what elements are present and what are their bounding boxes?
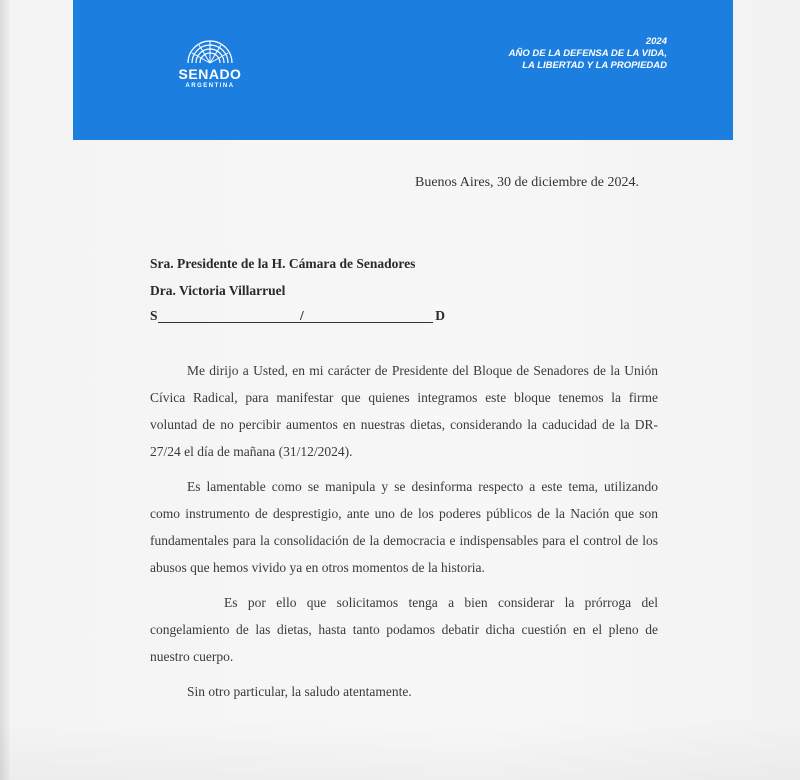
su-despacho-line <box>150 308 445 324</box>
sd-slash: / <box>300 308 304 323</box>
sd-underline <box>158 322 433 323</box>
bottom-shade <box>0 720 800 780</box>
paragraph-2: Es lamentable como se manipula y se desinforma respecto a este tema, utilizando como instrumento de desprestigio, ante uno de los poderes públicos de la Nación que son fundamentales para la consolidación de la democracia e indispensables para el control de los abusos que hemos vivido ya en otros momentos de la historia. <box>150 479 658 575</box>
closing-line: Sin otro particular, la saludo atentamente. <box>187 684 412 699</box>
senado-logo <box>165 36 255 96</box>
sd-d: D <box>435 308 445 323</box>
sd-s: S <box>150 308 158 323</box>
motto-line-2: LA LIBERTAD Y LA PROPIEDAD <box>522 60 667 71</box>
logo-title: SENADO <box>178 66 242 82</box>
paragraph-3: Es por ello que solicitamos tenga a bien considerar la prórroga del congelamiento de las dietas, hasta tanto podamos debatir dicha cuestión en el pleno de nuestro cuerpo. <box>150 595 658 664</box>
page-edge-shadow <box>0 0 10 780</box>
letter-body <box>150 357 658 705</box>
paragraph-1: Me dirijo a Usted, en mi carácter de Presidente del Bloque de Senadores de la Unión Cívica Radical, para manifestar que quienes integramos este bloque tenemos la firme voluntad de no percibir aumentos en nuestras dietas, considerando la caducidad de la DR-27/24 el día de mañana (31/12/2024). <box>150 363 658 459</box>
letter-date: Buenos Aires, 30 de diciembre de 2024. <box>415 175 639 190</box>
senate-dome-icon <box>185 36 235 64</box>
addressee-block <box>150 256 415 310</box>
addressee-title: Sra. Presidente de la H. Cámara de Senadores <box>150 256 416 271</box>
letterhead-motto <box>509 36 667 72</box>
motto-line-1: AÑO DE LA DEFENSA DE LA VIDA, <box>508 48 667 59</box>
motto-year: 2024 <box>645 36 667 47</box>
logo-subtitle: ARGENTINA <box>185 83 235 89</box>
addressee-name: Dra. Victoria Villarruel <box>150 283 286 298</box>
